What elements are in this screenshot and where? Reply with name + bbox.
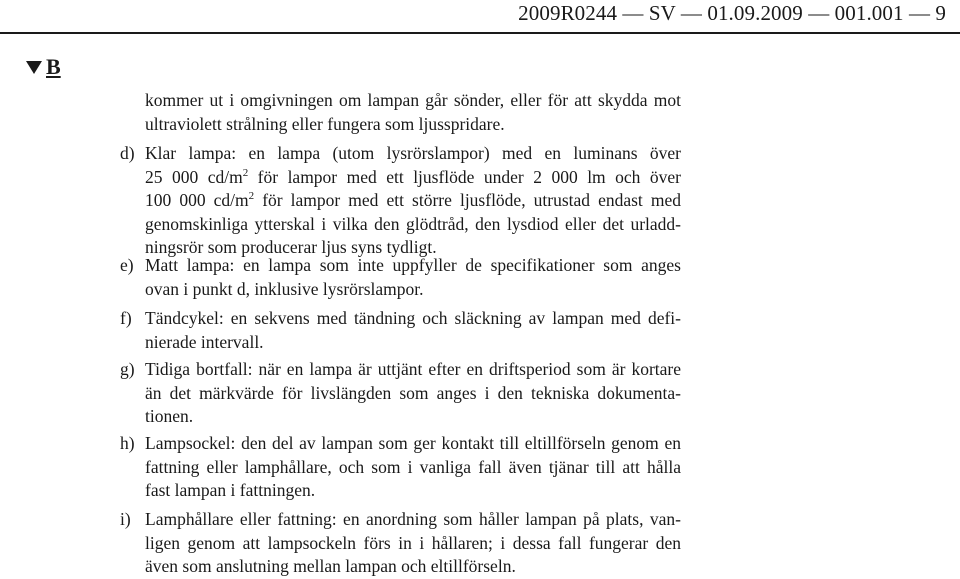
item-text	[145, 142, 681, 260]
text-line: 25 000 $cd/m^2$ för lampor med ett ljusflöde under 2 000 lm och över	[145, 166, 681, 187]
text-line: Tidiga bortfall: när en lampa är uttjänt efter en driftsperiod som är kortare	[145, 359, 681, 379]
text-line: ligen genom att lampsockeln förs in i hållaren; i dessa fall fungerar den	[145, 532, 681, 553]
text-line: fattning eller lamphållare, och som i vanliga fall även tjänar till att hålla	[145, 456, 681, 477]
text-line: genomskinliga ytterskal i vilka den glödtråd, den lysdiod eller det urladd-	[145, 213, 681, 234]
item-letter: e)	[120, 255, 134, 275]
item-letter: i)	[120, 509, 131, 529]
text-line: nierade intervall.	[145, 331, 264, 352]
text-line: även som anslutning mellan lampan och eltillförseln.	[145, 556, 516, 576]
text-line: 100 000 $cd/m^2$ för lampor med ett större ljusflöde, utrustad endast med	[145, 190, 681, 210]
item-letter: h)	[120, 433, 135, 453]
text-line: än det märkvärde för livslängden som anges i den tekniska dokumenta-	[145, 382, 681, 403]
text-line: kommer ut i omgivningen om lampan går sönder, eller för att skydda mot	[145, 90, 681, 110]
item-text	[145, 432, 681, 503]
item-text	[145, 358, 681, 429]
text-line: Tändcykel: en sekvens med tändning och släckning av lampan med defi-	[145, 308, 681, 328]
text-line: ovan i punkt d, inklusive lysrörslampor.	[145, 278, 424, 299]
intro-paragraph	[145, 89, 681, 136]
text-line: fast lampan i fattningen.	[145, 480, 316, 500]
amendment-marker-label[interactable]: B	[46, 54, 61, 79]
superscript: 2	[242, 166, 249, 179]
text-line: Lamphållare eller fattning: en anordning som håller lampan på plats, van-	[145, 509, 681, 529]
document-reference: 2009R0244 — SV — 01.09.2009 — 001.001 — 9	[518, 1, 946, 25]
item-letter: g)	[120, 359, 135, 379]
text-line: Klar lampa: en lampa (utom lysrörslampor) med en luminans över	[145, 143, 681, 163]
text-line: Lampsockel: den del av lampan som ger kontakt till eltillförseln genom en	[145, 433, 681, 453]
superscript: 2	[248, 190, 255, 202]
item-letter: d)	[120, 143, 135, 163]
item-letter: f)	[120, 308, 132, 328]
item-text	[145, 508, 681, 579]
text-line: tionen.	[145, 406, 194, 426]
item-text	[145, 254, 681, 301]
item-text	[145, 307, 681, 354]
text-line: ultraviolett strålning eller fungera som ljusspridare.	[145, 113, 505, 134]
text-line: Matt lampa: en lampa som inte uppfyller de specifikationer som anges	[145, 255, 681, 275]
text-line: ningsrör som producerar ljus syns tydligt.	[145, 237, 437, 257]
